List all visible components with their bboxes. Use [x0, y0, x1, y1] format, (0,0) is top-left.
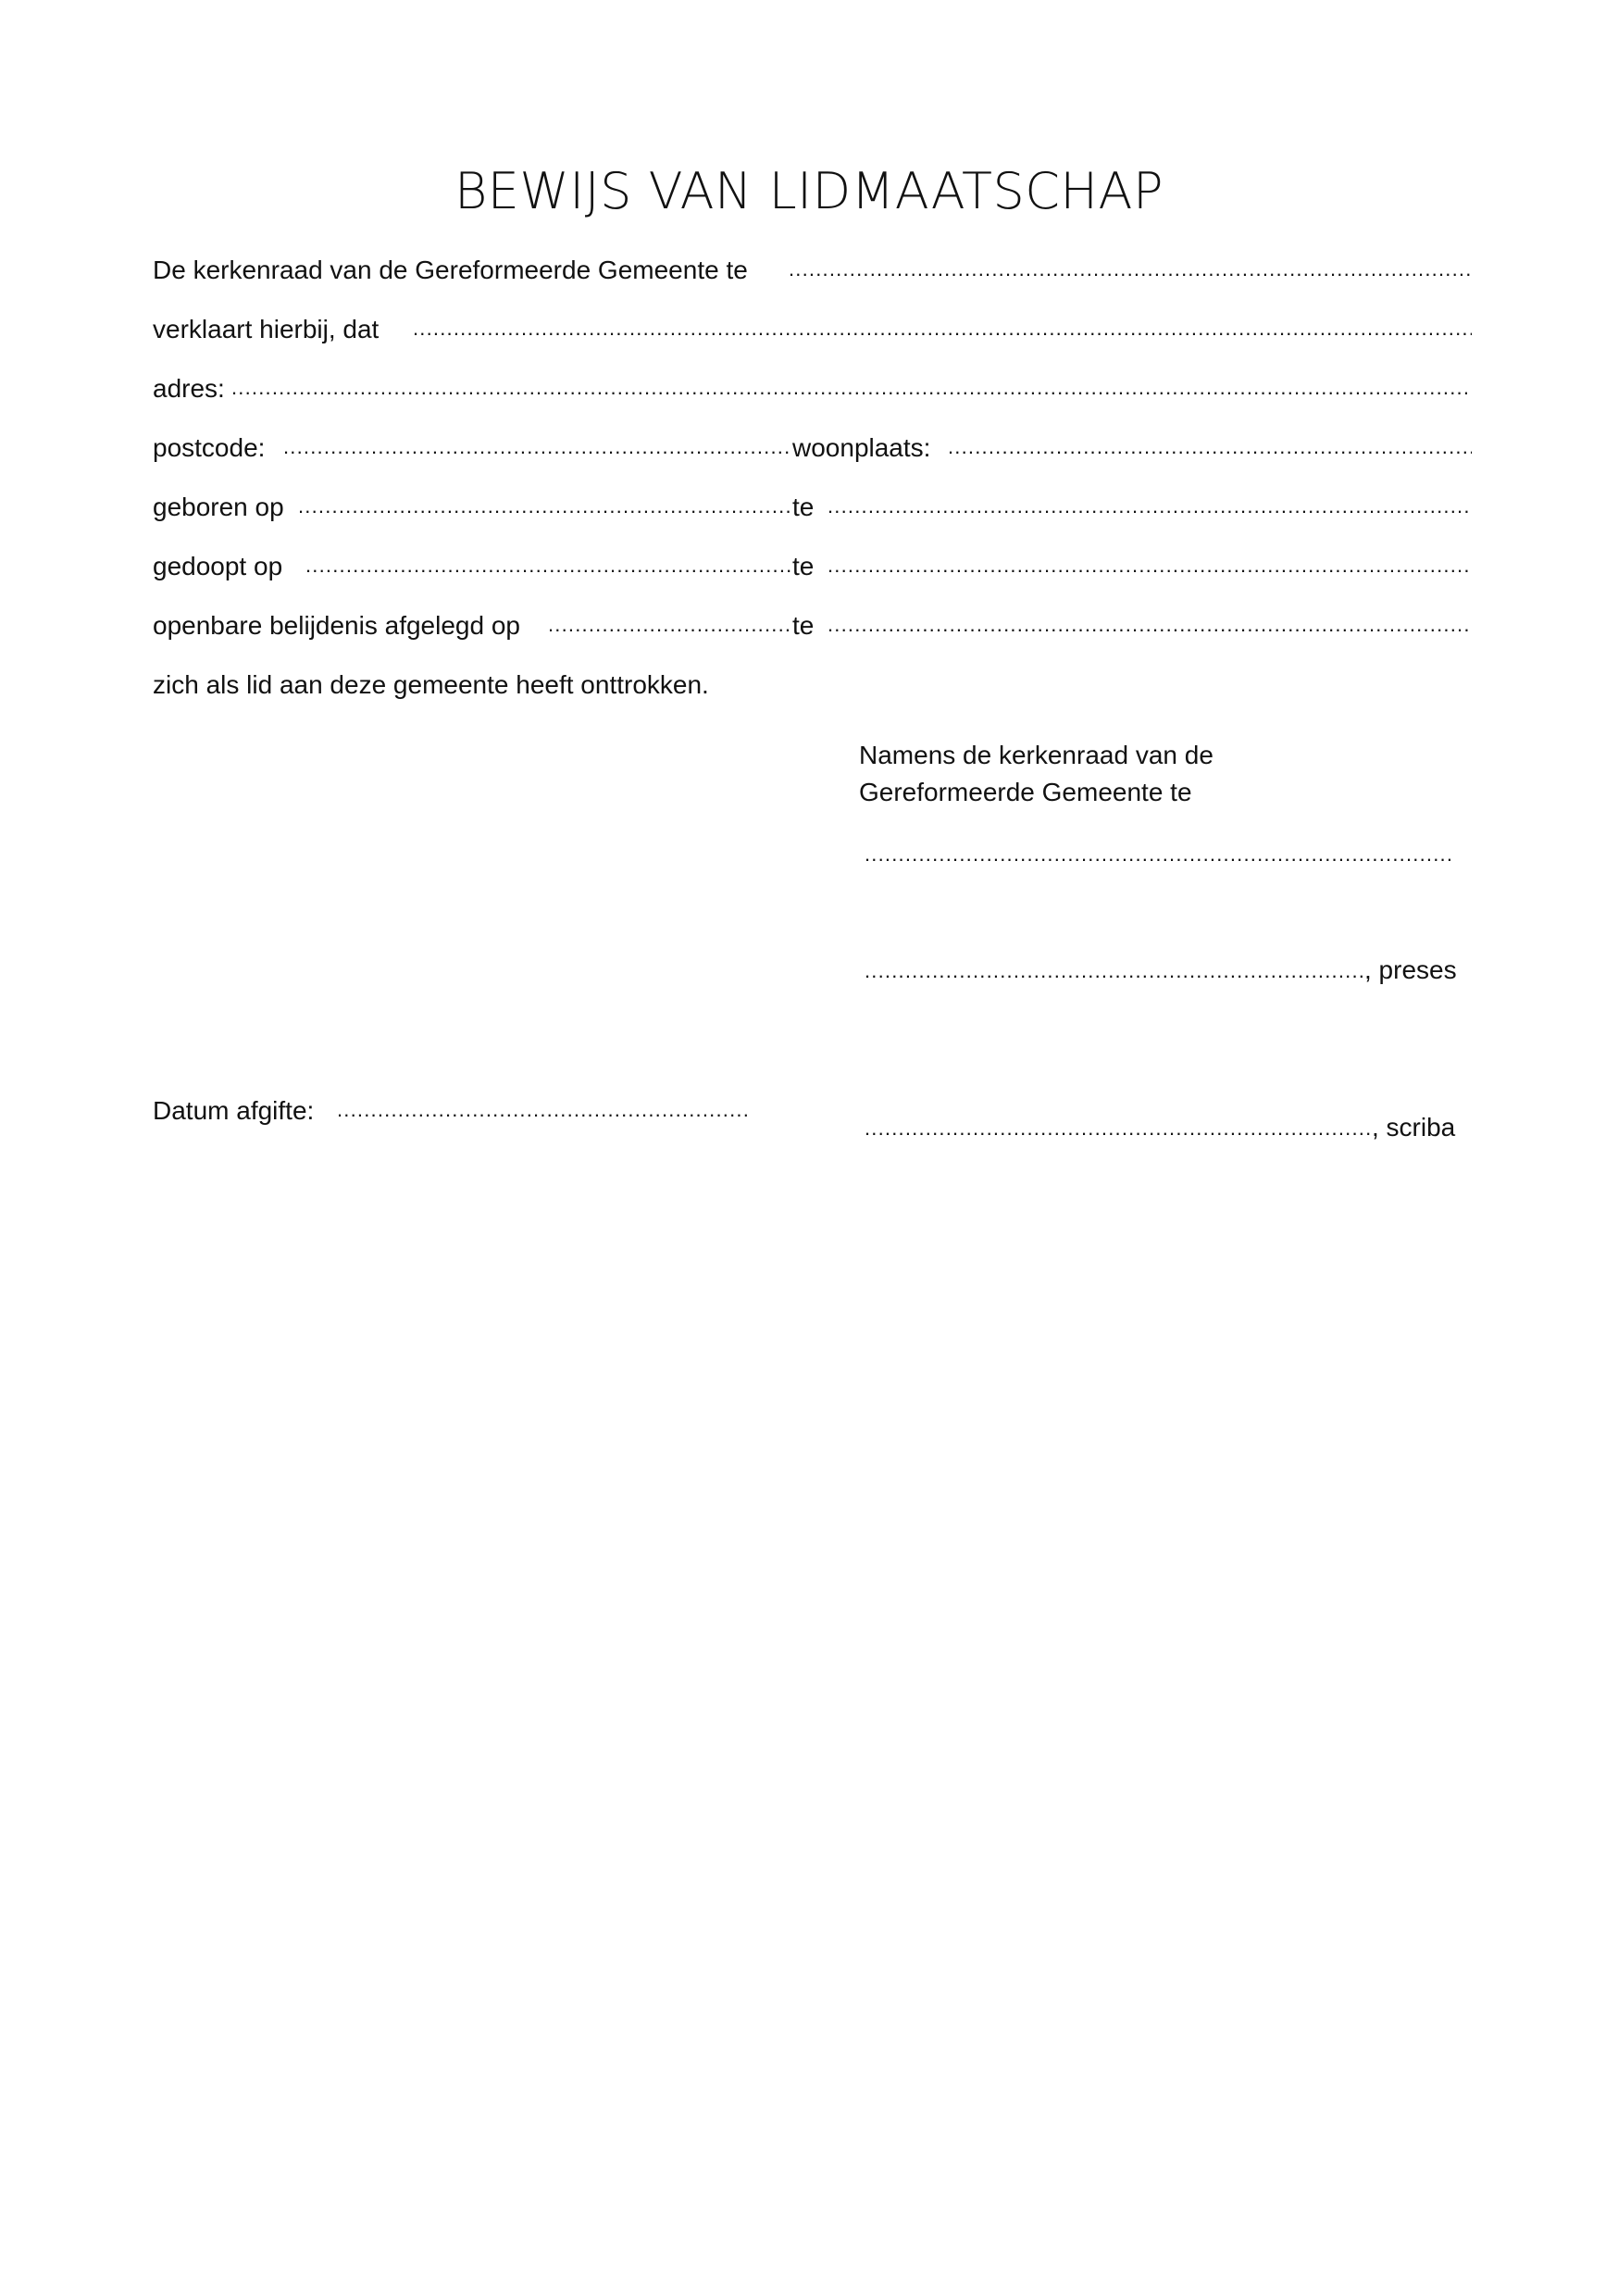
preses-label: , preses — [1364, 955, 1457, 984]
geboren-te-label: te — [792, 493, 815, 521]
scriba-label: , scriba — [1372, 1113, 1456, 1142]
onttrokken-text: zich als lid aan deze gemeente heeft onttrokken. — [153, 670, 709, 699]
datum-afgifte-label: Datum afgifte: — [153, 1096, 315, 1125]
woonplaats-label: woonplaats: — [792, 433, 931, 462]
adres-label: adres: — [153, 374, 225, 403]
geboren-place-field[interactable] — [828, 493, 1472, 520]
postcode-field[interactable] — [283, 433, 790, 461]
kerkenraad-label: De kerkenraad van de Gereformeerde Gemeente te — [153, 256, 748, 284]
namens-line1: Namens de kerkenraad van de — [859, 741, 1214, 769]
name-field[interactable] — [413, 315, 1472, 343]
gedoopt-label: gedoopt op — [153, 552, 283, 580]
geboren-date-field[interactable] — [298, 493, 790, 520]
belijdenis-date-field[interactable] — [548, 611, 790, 639]
page-title: BEWIJS VAN LIDMAATSCHAP — [454, 162, 1164, 220]
belijdenis-label: openbare belijdenis afgelegd op — [153, 611, 520, 640]
postcode-label: postcode: — [153, 433, 266, 462]
gedoopt-place-field[interactable] — [828, 552, 1472, 580]
woonplaats-field[interactable] — [948, 433, 1472, 461]
signature-gemeente-field[interactable] — [865, 841, 1453, 868]
adres-field[interactable] — [231, 374, 1472, 402]
gemeente-field[interactable] — [789, 256, 1472, 283]
preses-field[interactable] — [865, 957, 1364, 985]
datum-afgifte-field[interactable] — [337, 1096, 752, 1124]
gedoopt-date-field[interactable] — [305, 552, 790, 580]
scriba-field[interactable] — [865, 1115, 1372, 1142]
geboren-label: geboren op — [153, 493, 284, 521]
verklaart-label: verklaart hierbij, dat — [153, 315, 380, 343]
belijdenis-te-label: te — [792, 611, 815, 640]
belijdenis-place-field[interactable] — [828, 611, 1472, 639]
namens-line2: Gereformeerde Gemeente te — [859, 778, 1192, 806]
gedoopt-te-label: te — [792, 552, 815, 580]
